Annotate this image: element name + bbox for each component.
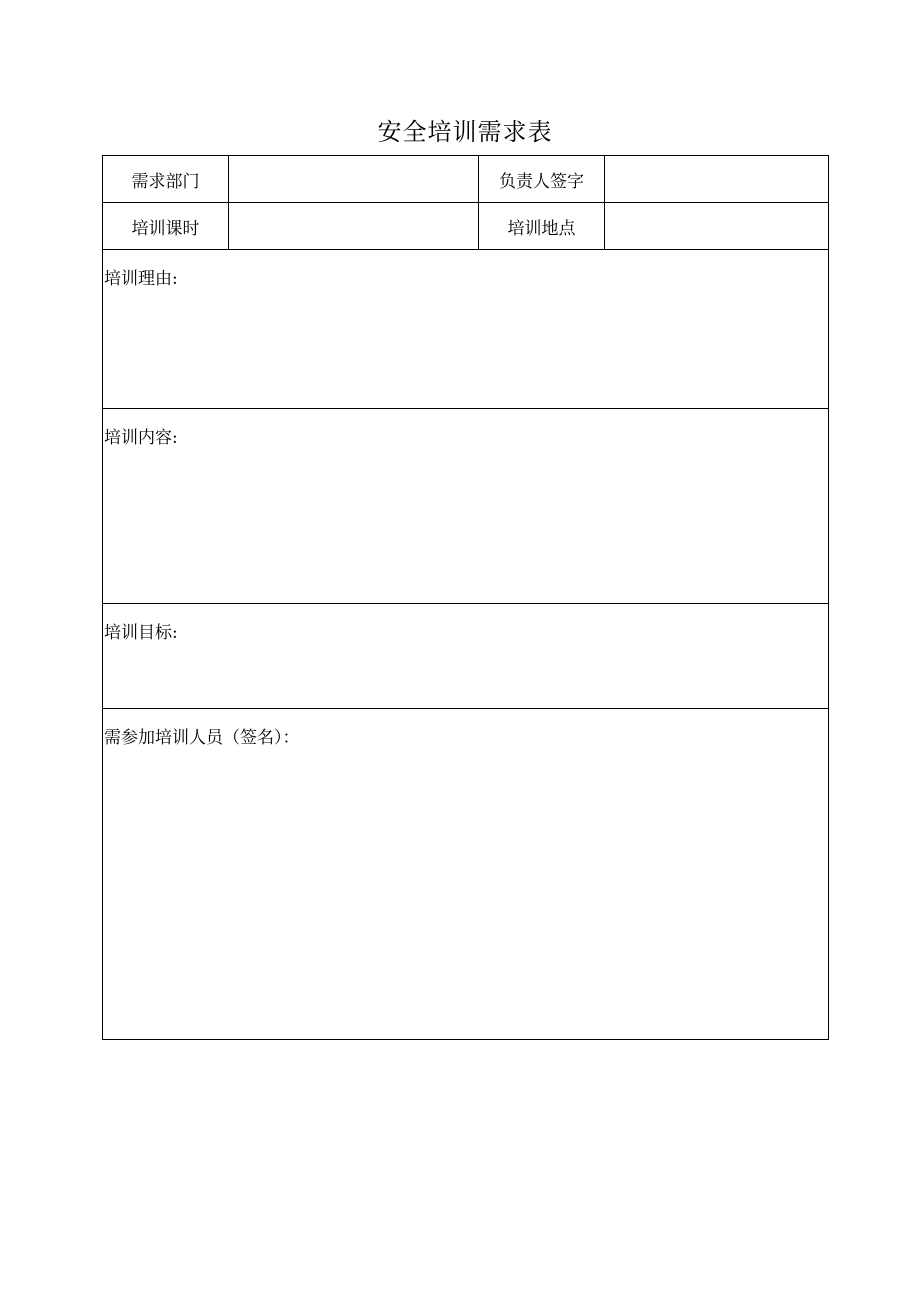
hours-label: 培训课时 bbox=[103, 203, 229, 250]
content-row bbox=[103, 409, 829, 604]
goal-label: 培训目标: bbox=[104, 623, 178, 643]
goal-row bbox=[103, 604, 829, 709]
location-field[interactable] bbox=[605, 203, 829, 250]
reason-label: 培训理由: bbox=[104, 269, 178, 289]
participants-field[interactable] bbox=[103, 709, 829, 1040]
department-label: 需求部门 bbox=[103, 156, 229, 203]
content-label: 培训内容: bbox=[104, 428, 178, 448]
signature-label: 负责人签字 bbox=[479, 156, 605, 203]
participants-row bbox=[103, 709, 829, 1040]
location-label: 培训地点 bbox=[479, 203, 605, 250]
hours-field[interactable] bbox=[229, 203, 479, 250]
department-field[interactable] bbox=[229, 156, 479, 203]
training-request-form bbox=[102, 155, 829, 1040]
signature-field[interactable] bbox=[605, 156, 829, 203]
content-field[interactable] bbox=[103, 409, 829, 604]
department-row bbox=[103, 156, 829, 203]
participants-label: 需参加培训人员（签名）： bbox=[104, 728, 300, 748]
goal-field[interactable] bbox=[103, 604, 829, 709]
reason-field[interactable] bbox=[103, 250, 829, 409]
hours-row bbox=[103, 203, 829, 250]
reason-row bbox=[103, 250, 829, 409]
form-title: 安全培训需求表 bbox=[377, 118, 553, 146]
